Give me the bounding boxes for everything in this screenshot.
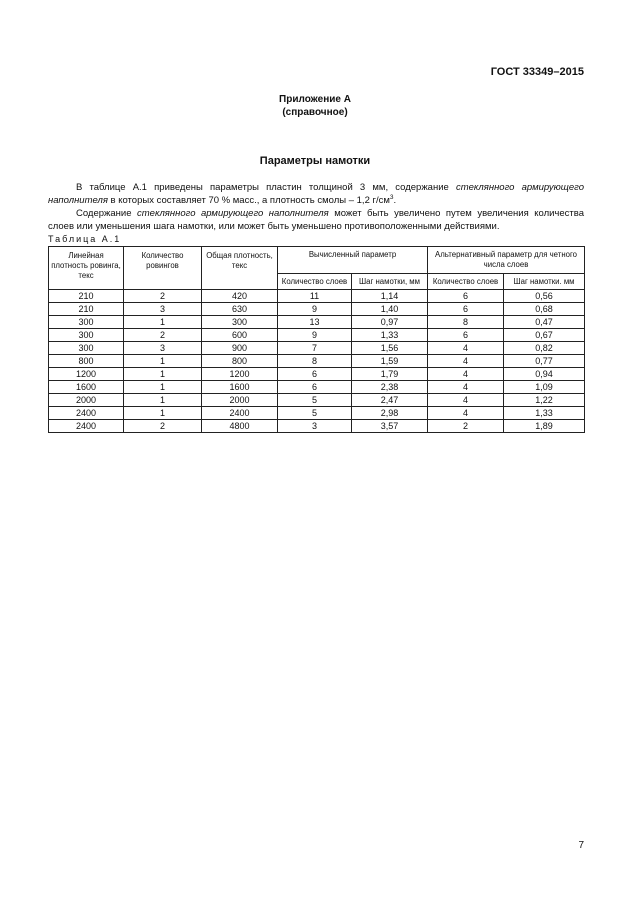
table-cell: 6: [428, 303, 504, 316]
table-cell: 2: [428, 420, 504, 433]
table-cell: 5: [278, 407, 352, 420]
header-winding-pitch: Шаг намотки, мм: [352, 274, 428, 290]
table-cell: 1,56: [352, 342, 428, 355]
table-cell: 11: [278, 290, 352, 303]
table-cell: 800: [49, 355, 124, 368]
table-cell: 1,22: [504, 394, 585, 407]
table-cell: 9: [278, 303, 352, 316]
section-title: Параметры намотки: [259, 155, 371, 167]
table-cell: 3,57: [352, 420, 428, 433]
table-cell: 0,68: [504, 303, 585, 316]
header-alt-winding-pitch: Шаг намотки. мм: [504, 274, 585, 290]
table-cell: 1,59: [352, 355, 428, 368]
table-cell: 2,98: [352, 407, 428, 420]
annex-subtitle: (справочное): [282, 107, 348, 118]
table-cell: 1200: [49, 368, 124, 381]
table-cell: 2,47: [352, 394, 428, 407]
table-cell: 2: [124, 420, 202, 433]
paragraph-1: [48, 181, 584, 207]
table-cell: 4: [428, 368, 504, 381]
table-row: [49, 381, 585, 394]
table-cell: 2000: [202, 394, 278, 407]
table-cell: 0,94: [504, 368, 585, 381]
table-cell: 1,14: [352, 290, 428, 303]
table-cell: 2400: [49, 420, 124, 433]
table-cell: 6: [278, 381, 352, 394]
paragraph-1-end: .: [393, 195, 397, 206]
table-cell: 900: [202, 342, 278, 355]
table-cell: 630: [202, 303, 278, 316]
paragraph-1-italic: стеклянного армирующего наполнителя: [48, 182, 584, 206]
paragraph-2-text-b: может быть увеличено путем увеличения количества слоев или уменьшения шага намотки, или может быть уменьшено противоположенными действиями.: [48, 208, 584, 232]
table-cell: 300: [202, 316, 278, 329]
table-row: [49, 290, 585, 303]
table-cell: 4: [428, 342, 504, 355]
table-cell: 1,40: [352, 303, 428, 316]
table-cell: 1: [124, 407, 202, 420]
table-cell: 300: [49, 342, 124, 355]
table-cell: 1,33: [352, 329, 428, 342]
header-total-density: Общая плотность, текс: [202, 247, 278, 290]
table-cell: 3: [278, 420, 352, 433]
table-cell: 0,56: [504, 290, 585, 303]
table-cell: 4800: [202, 420, 278, 433]
table-row: [49, 407, 585, 420]
table-cell: 300: [49, 316, 124, 329]
table-cell: 0,67: [504, 329, 585, 342]
table-cell: 2: [124, 290, 202, 303]
table-cell: 9: [278, 329, 352, 342]
table-cell: 300: [49, 329, 124, 342]
header-calculated-parameter: Вычисленный параметр: [278, 247, 428, 274]
table-cell: 5: [278, 394, 352, 407]
table-cell: 6: [278, 368, 352, 381]
table-cell: 210: [49, 290, 124, 303]
table-body: [49, 290, 585, 433]
table-cell: 1: [124, 316, 202, 329]
table-row: [49, 355, 585, 368]
header-alternative-parameter: Альтернативный параметр для четного числа слоев: [428, 247, 585, 274]
table-cell: 2,38: [352, 381, 428, 394]
table-row: [49, 368, 585, 381]
paragraph-2-italic: стеклянного армирующего наполнителя: [137, 208, 329, 219]
document-code: ГОСТ 33349–2015: [490, 66, 584, 78]
table-row: [49, 420, 585, 433]
paragraph-1-superscript: 3: [389, 193, 394, 201]
table-cell: 2: [124, 329, 202, 342]
table-row: [49, 303, 585, 316]
table-cell: 8: [428, 316, 504, 329]
table-cell: 13: [278, 316, 352, 329]
table-cell: 1: [124, 394, 202, 407]
table-cell: 1,33: [504, 407, 585, 420]
table-caption: Таблица А.1: [48, 234, 122, 244]
paragraph-2-text-a: Содержание: [76, 208, 138, 219]
table-cell: 0,97: [352, 316, 428, 329]
table-cell: 1,79: [352, 368, 428, 381]
table-cell: 4: [428, 407, 504, 420]
table-cell: 1: [124, 355, 202, 368]
table-cell: 0,47: [504, 316, 585, 329]
table-cell: 1,09: [504, 381, 585, 394]
table-cell: 2400: [202, 407, 278, 420]
paragraph-1-text-b: в которых составляет 70 % масс., а плотность смолы – 1,2 г/см: [107, 195, 390, 206]
table-cell: 1: [124, 381, 202, 394]
table-cell: 4: [428, 394, 504, 407]
table-cell: 210: [49, 303, 124, 316]
table-cell: 0,77: [504, 355, 585, 368]
table-cell: 1600: [49, 381, 124, 394]
parameters-table: [48, 246, 585, 433]
table-row: [49, 342, 585, 355]
table-cell: 3: [124, 342, 202, 355]
page-number: 7: [578, 840, 584, 851]
table-cell: 7: [278, 342, 352, 355]
table-cell: 4: [428, 355, 504, 368]
table-cell: 0,82: [504, 342, 585, 355]
table-row: [49, 316, 585, 329]
table-cell: 1600: [202, 381, 278, 394]
table-cell: 8: [278, 355, 352, 368]
table-cell: 420: [202, 290, 278, 303]
table-cell: 3: [124, 303, 202, 316]
header-layers-count: Количество слоев: [278, 274, 352, 290]
paragraph-1-text-a: В таблице А.1 приведены параметры пластин толщиной 3 мм, содержание: [76, 182, 456, 193]
table-row: [49, 394, 585, 407]
table-cell: 6: [428, 290, 504, 303]
header-alt-layers-count: Количество слоев: [428, 274, 504, 290]
table-cell: 4: [428, 381, 504, 394]
table-cell: 6: [428, 329, 504, 342]
paragraph-2: [48, 207, 584, 233]
annex-title: Приложение А: [279, 94, 351, 105]
header-linear-density: Линейная плотность ровинга, текс: [49, 247, 124, 290]
table-cell: 1: [124, 368, 202, 381]
table-cell: 600: [202, 329, 278, 342]
table-cell: 2000: [49, 394, 124, 407]
table-cell: 1,89: [504, 420, 585, 433]
header-roving-count: Количество ровингов: [124, 247, 202, 290]
table-cell: 800: [202, 355, 278, 368]
table-row: [49, 329, 585, 342]
table-cell: 1200: [202, 368, 278, 381]
table-cell: 2400: [49, 407, 124, 420]
